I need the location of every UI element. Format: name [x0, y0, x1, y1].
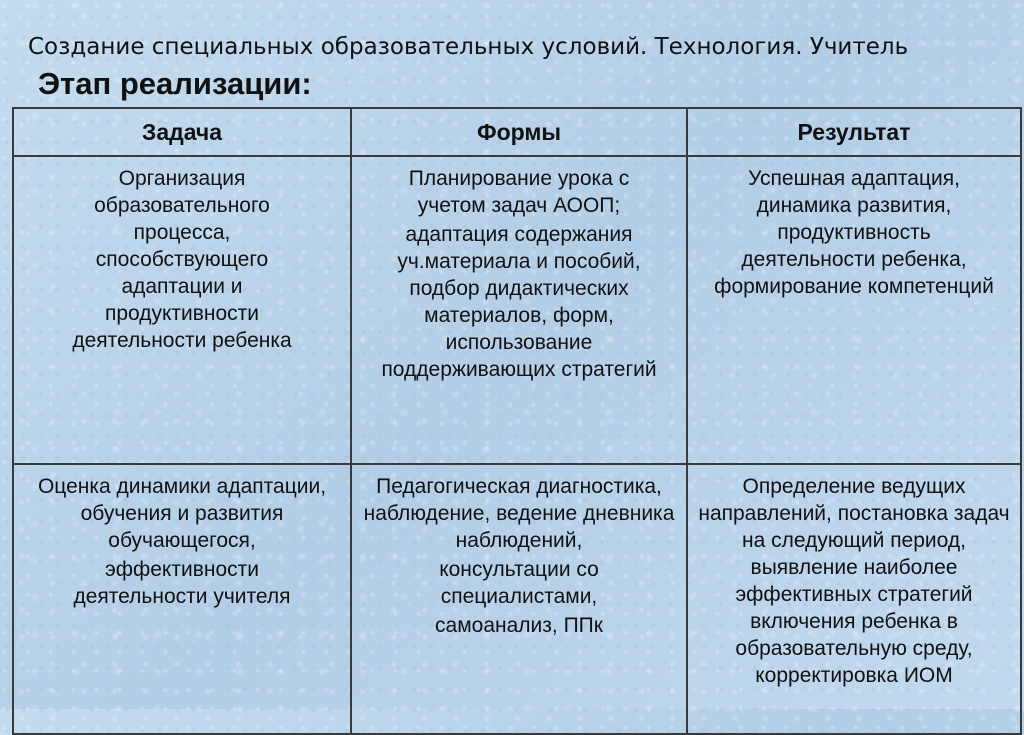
task-text: Организация образовательного процесса, способствующего адаптации и продуктивности деятельности ребенка — [72, 167, 292, 352]
result-text: Успешная адаптация, динамика развития, продуктивность деятельности ребенка, формирование компетенций — [714, 167, 994, 298]
slide-subtitle: Создание специальных образовательных условий. Технология. Учитель — [28, 34, 909, 60]
result-cell — [687, 464, 1021, 734]
slide-title: Этап реализации: — [38, 66, 312, 101]
forms-text: консультации со специалистами, — [439, 558, 599, 608]
forms-cell — [351, 464, 687, 734]
task-text: Оценка динамики адаптации, обучения и развития обучающегося, — [37, 475, 327, 552]
task-text: эффективности деятельности учителя — [73, 558, 291, 608]
forms-text: адаптация содержания уч.материала и пособий, подбор дидактических материалов, форм, использование поддерживающих стратегий — [381, 223, 657, 381]
forms-cell — [351, 156, 687, 464]
table-header-row — [13, 108, 1021, 156]
task-cell — [13, 156, 351, 464]
task-cell — [13, 464, 351, 734]
implementation-table — [12, 107, 1022, 735]
table-row — [13, 156, 1021, 464]
result-cell — [687, 156, 1021, 464]
table-row — [13, 464, 1021, 734]
forms-text: самоанализ, ППк — [435, 614, 603, 637]
result-text: Определение ведущих направлений, постановка задач на следующий период, выявление наиболее эффективных стратегий включения ребенка в образовательную среду, корректировка ИОМ — [698, 475, 1010, 687]
column-header-forms: Формы — [351, 108, 687, 156]
column-header-task: Задача — [13, 108, 351, 156]
column-header-result: Результат — [687, 108, 1021, 156]
forms-text: Планирование урока с учетом задач АООП; — [408, 167, 630, 217]
forms-text: Педагогическая диагностика, наблюдение, ведение дневника наблюдений, — [363, 475, 675, 552]
